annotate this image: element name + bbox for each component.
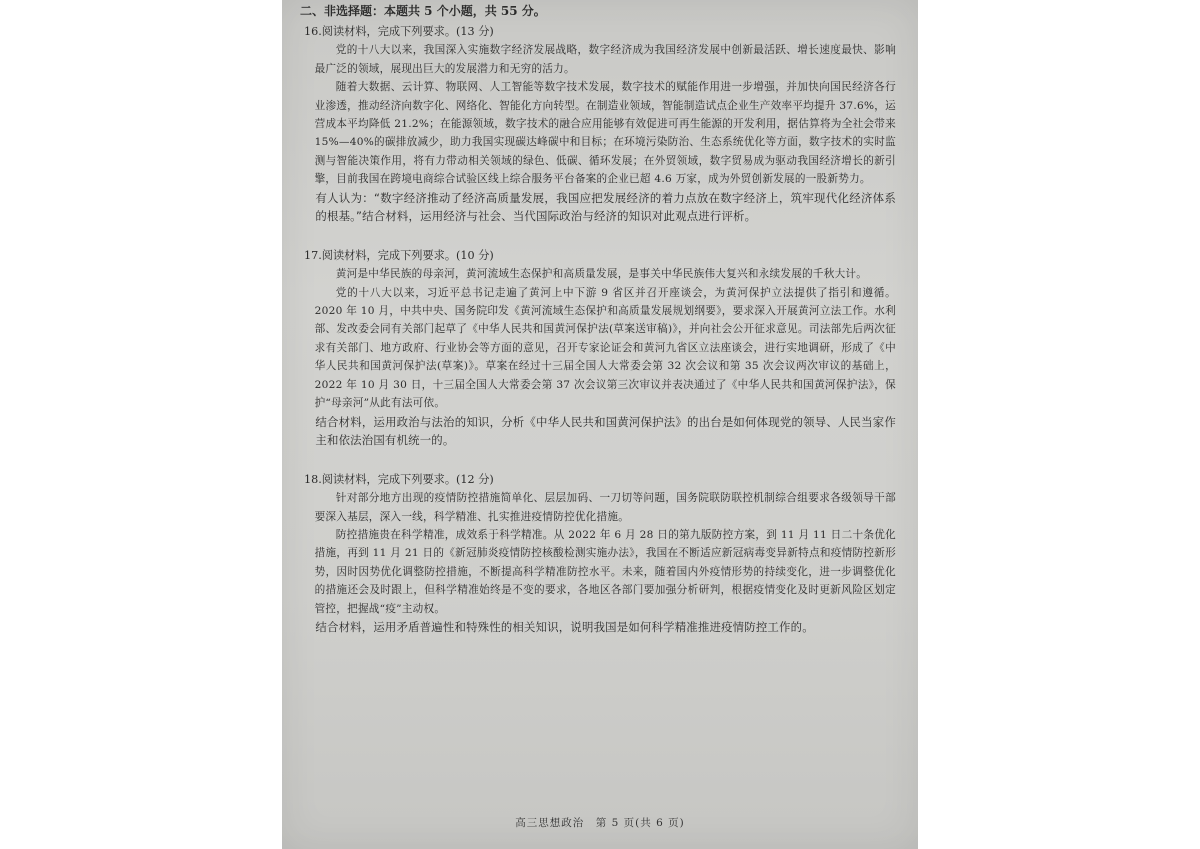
question-16-head: 16.阅读材料，完成下列要求。(13 分) (304, 25, 494, 39)
question-18-material (304, 489, 896, 618)
section-title: 二、非选择题：本题共 5 个小题，共 55 分。 (300, 4, 546, 18)
question-16-paragraph-1: 党的十八大以来，我国深入实施数字经济发展战略，数字经济成为我国经济发展中创新最活跃、增长速度最快、影响最广泛的领域，展现出巨大的发展潜力和无穷的活力。 (314, 44, 896, 75)
page-content (300, 2, 896, 636)
question-16-task: 有人认为：“数字经济推动了经济高质量发展，我国应把发展经济的着力点放在数字经济上，筑牢现代化经济体系的根基。”结合材料，运用经济与社会、当代国际政治与经济的知识对此观点进行评析。 (315, 190, 896, 223)
question-16-paragraph-2: 随着大数据、云计算、物联网、人工智能等数字技术发展，数字技术的赋能作用进一步增强，并加快向国民经济各行业渗透，推动经济向数字化、网络化、智能化方向转型。在制造业领域，智能制造试点企业生产效率平均提升 37.6%，运营成本平均降低 21.2%；在能源领域，数字技术的融合应用能够有效促进可再生能源的开发利用，据估算将为全社会带来 15%—40%的碳排放减少，助力我国实现碳达峰碳中和目标；在环境污染防治、生态系统优化等方面，数字技术的实时监测与智能决策作用，将有力带动相关领域的绿色、低碳、循环发展；在外贸领域，数字贸易成为驱动我国经济增长的新引擎，目前我国在跨境电商综合试验区线上综合服务平台备案的企业已超 4.6 万家，成为外贸创新发展的一股新势力。 (314, 81, 896, 186)
exam-page (282, 0, 918, 849)
question-17-task: 结合材料，运用政治与法治的知识，分析《中华人民共和国黄河保护法》的出台是如何体现党的领导、人民当家作主和依法治国有机统一的。 (315, 414, 896, 447)
page-footer: 高三思想政治 第 5 页(共 6 页) (515, 817, 685, 829)
question-17-material (304, 265, 896, 412)
question-17-paragraph-2: 党的十八大以来，习近平总书记走遍了黄河上中下游 9 省区并召开座谈会，为黄河保护立法提供了指引和遵循。2020 年 10 月，中共中央、国务院印发《黄河流域生态保护和高质量发展规划纲要》，要求深入开展黄河立法工作。水利部、发改委会同有关部门起草了《中华人民共和国黄河保护法(草案送审稿)》，并向社会公开征求意见。司法部先后两次征求有关部门、地方政府、行业协会等方面的意见，召开专家论证会和黄河九省区立法座谈会，进行实地调研，形成了《中华人民共和国黄河保护法(草案)》。草案在经过十三届全国人大常委会第 32 次会议和第 35 次会议两次审议的基础上，2022 年 10 月 30 日，十三届全国人大常委会第 37 次会议第三次审议并表决通过了《中华人民共和国黄河保护法》，保护“母亲河”从此有法可依。 (314, 286, 896, 410)
question-17 (304, 247, 896, 449)
question-18-paragraph-2: 防控措施贵在科学精准，成效系于科学精准。从 2022 年 6 月 28 日的第九版防控方案，到 11 月 11 日二十条优化措施，再到 11 月 21 日的《新冠肺炎疫情防控核酸检测实施办法》，我国在不断适应新冠病毒变异新特点和疫情防控新形势，因时因势优化调整防控措施，不断提高科学精准防控水平。未来，随着国内外疫情形势的持续变化，进一步调整优化的措施还会及时跟上，但科学精准始终是不变的要求，各地区各部门要加强分析研判，根据疫情变化及时更新风险区划定管控，把握战“疫”主动权。 (314, 528, 896, 615)
question-18-head: 18.阅读材料，完成下列要求。(12 分) (304, 472, 494, 486)
question-18-paragraph-1: 针对部分地方出现的疫情防控措施简单化、层层加码、一刀切等问题，国务院联防联控机制综合组要求各级领导干部要深入基层，深入一线，科学精准、扎实推进疫情防控优化措施。 (314, 492, 896, 523)
question-16 (304, 23, 896, 225)
question-17-paragraph-1: 黄河是中华民族的母亲河，黄河流域生态保护和高质量发展，是事关中华民族伟大复兴和永续发展的千秋大计。 (335, 268, 868, 281)
question-16-material (304, 41, 896, 188)
question-18 (304, 471, 896, 636)
question-17-head: 17.阅读材料，完成下列要求。(10 分) (304, 249, 494, 263)
question-18-task: 结合材料，运用矛盾普遍性和特殊性的相关知识，说明我国是如何科学精准推进疫情防控工作的。 (315, 619, 814, 634)
